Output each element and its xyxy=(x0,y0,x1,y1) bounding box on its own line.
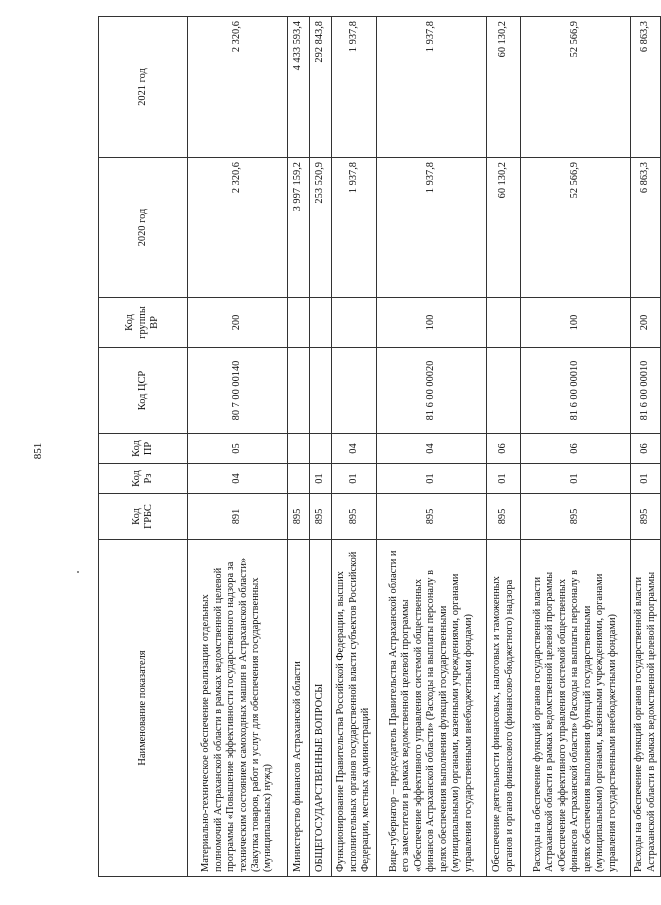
cell-vr xyxy=(288,298,310,348)
cell-2021: 6 863,3 xyxy=(631,17,661,158)
page-number: 851 xyxy=(32,442,44,460)
cell-2021: 52 566,9 xyxy=(521,17,631,158)
cell-vr: 200 xyxy=(631,298,661,348)
cell-name: Министерство финансов Астраханской области xyxy=(288,540,310,877)
table-row xyxy=(332,17,377,877)
scan-speck xyxy=(77,571,79,573)
cell-csr xyxy=(310,348,332,434)
table-row xyxy=(310,17,332,877)
cell-grbs: 895 xyxy=(487,494,521,540)
table-row xyxy=(288,17,310,877)
cell-2021: 1 937,8 xyxy=(377,17,487,158)
cell-vr: 100 xyxy=(521,298,631,348)
table-row xyxy=(188,17,288,877)
cell-grbs: 895 xyxy=(631,494,661,540)
cell-grbs: 891 xyxy=(188,494,288,540)
cell-csr: 80 7 00 00140 xyxy=(188,348,288,434)
cell-name: Расходы на обеспечение функций органов государственной власти Астраханской области в рамках ведомственной целевой программы «Обеспечение эффективного управления системой общественных финансов Астраханской области» (Расходы на выплаты персоналу в целях обеспечения выполнения функций государственными (муниципальными) органами, казенными учреждениями, органами управления государственными внебюджетными фондами) xyxy=(521,540,631,877)
cell-2020: 1 937,8 xyxy=(377,158,487,298)
cell-rz: 01 xyxy=(521,464,631,494)
cell-pr: 05 xyxy=(188,434,288,464)
budget-table xyxy=(98,16,661,877)
cell-2020: 253 520,9 xyxy=(310,158,332,298)
cell-rz: 01 xyxy=(487,464,521,494)
header-row xyxy=(99,17,188,877)
cell-2021: 4 433 593,4 xyxy=(288,17,310,158)
cell-csr: 81 6 00 00020 xyxy=(377,348,487,434)
cell-rz xyxy=(288,464,310,494)
cell-name: Расходы на обеспечение функций органов государственной власти Астраханской области в рамках ведомственной целевой программы xyxy=(631,540,661,877)
cell-grbs: 895 xyxy=(377,494,487,540)
cell-rz: 04 xyxy=(188,464,288,494)
cell-csr xyxy=(332,348,377,434)
table-row xyxy=(377,17,487,877)
cell-pr: 06 xyxy=(631,434,661,464)
table-row xyxy=(521,17,631,877)
cell-grbs: 895 xyxy=(332,494,377,540)
cell-pr xyxy=(288,434,310,464)
cell-csr: 81 6 00 00010 xyxy=(631,348,661,434)
header-rz: Код Рз xyxy=(99,464,188,494)
cell-pr: 04 xyxy=(377,434,487,464)
cell-pr: 06 xyxy=(521,434,631,464)
cell-2021: 60 130,2 xyxy=(487,17,521,158)
cell-2021: 2 320,6 xyxy=(188,17,288,158)
cell-rz: 01 xyxy=(631,464,661,494)
cell-csr xyxy=(288,348,310,434)
cell-grbs: 895 xyxy=(288,494,310,540)
cell-grbs: 895 xyxy=(310,494,332,540)
header-2021: 2021 год xyxy=(99,17,188,158)
cell-2020: 3 997 159,2 xyxy=(288,158,310,298)
cell-vr xyxy=(487,298,521,348)
cell-rz: 01 xyxy=(310,464,332,494)
cell-2020: 6 863,3 xyxy=(631,158,661,298)
header-grbs: Код ГРБС xyxy=(99,494,188,540)
cell-vr: 200 xyxy=(188,298,288,348)
cell-pr xyxy=(310,434,332,464)
cell-2020: 52 566,9 xyxy=(521,158,631,298)
cell-pr: 06 xyxy=(487,434,521,464)
cell-2020: 60 130,2 xyxy=(487,158,521,298)
cell-2020: 2 320,6 xyxy=(188,158,288,298)
cell-name: Обеспечение деятельности финансовых, налоговых и таможенных органов и органов финансового (финансово-бюджетного) надзора xyxy=(487,540,521,877)
header-pr: Код ПР xyxy=(99,434,188,464)
cell-grbs: 895 xyxy=(521,494,631,540)
cell-csr xyxy=(487,348,521,434)
cell-csr: 81 6 00 00010 xyxy=(521,348,631,434)
cell-2021: 292 843,8 xyxy=(310,17,332,158)
cell-name: Вице-губернатор – председатель Правительства Астраханской области и его заместители в рамках ведомственной целевой программы «Обеспечение эффективного управления системой общественных финансов Астраханской области» (Расходы на выплаты персоналу в целях обеспечения выполнения функций государственными (муниципальными) органами, казенными учреждениями, органами управления государственными внебюджетными фондами) xyxy=(377,540,487,877)
cell-pr: 04 xyxy=(332,434,377,464)
rotated-table-container xyxy=(98,17,657,877)
cell-2021: 1 937,8 xyxy=(332,17,377,158)
cell-vr: 100 xyxy=(377,298,487,348)
header-vr: Код группы ВР xyxy=(99,298,188,348)
cell-rz: 01 xyxy=(332,464,377,494)
cell-vr xyxy=(332,298,377,348)
header-2020: 2020 год xyxy=(99,158,188,298)
header-csr: Код ЦСР xyxy=(99,348,188,434)
cell-vr xyxy=(310,298,332,348)
cell-name: Материально-техническое обеспечение реализации отдельных полномочий Астраханской области в рамках ведомственной целевой программы «Повышение эффективности государственного надзора за техническим состоянием самоходных машин в Астраханской области» (Закупка товаров, работ и услуг для обеспечения государственных (муниципальных) нужд) xyxy=(188,540,288,877)
table-row xyxy=(631,17,661,877)
table-row xyxy=(487,17,521,877)
cell-rz: 01 xyxy=(377,464,487,494)
cell-name: Функционирование Правительства Российской Федерации, высших исполнительных органов государственной власти субъектов Российской Федерации, местных администраций xyxy=(332,540,377,877)
cell-name: ОБЩЕГОСУДАРСТВЕННЫЕ ВОПРОСЫ xyxy=(310,540,332,877)
cell-2020: 1 937,8 xyxy=(332,158,377,298)
header-name: Наименование показателя xyxy=(99,540,188,877)
